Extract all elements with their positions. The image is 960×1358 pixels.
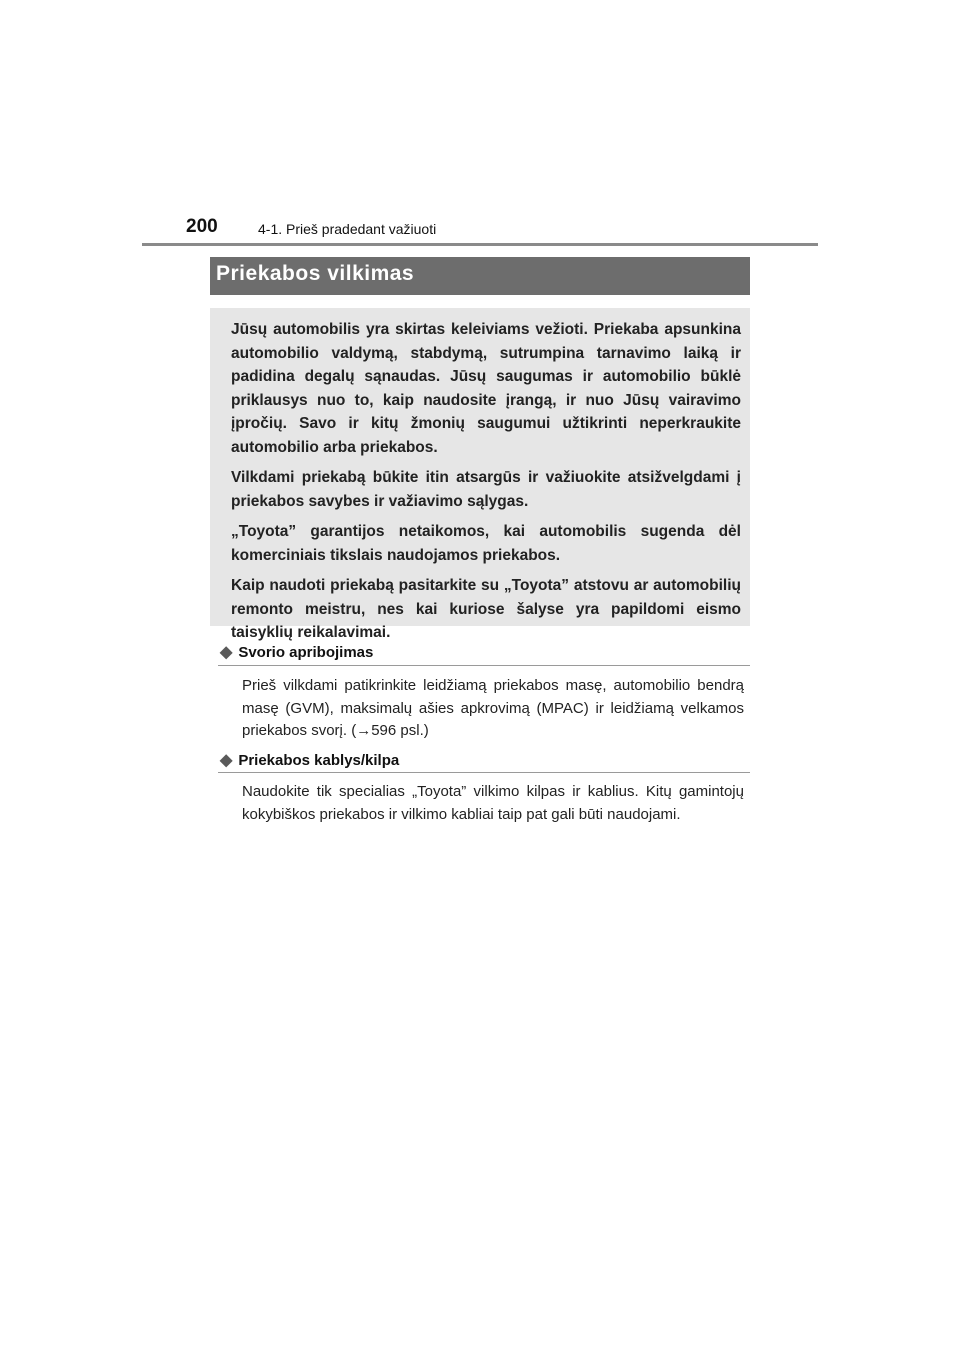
- weight-paragraph: Prieš vilkdami patikrinkite leidžiamą priekabos masę, automobilio bendrą masę (GVM), maksimalų ašies apkrovimą (MPAC) ir leidžiamą velkamos priekabos svorį. (→596 psl.): [242, 677, 744, 739]
- diamond-bullet-icon: ◆: [220, 752, 233, 769]
- sub-heading-hitch: [220, 750, 750, 770]
- sub-heading-rule: [218, 772, 750, 773]
- hitch-paragraph: Naudokite tik specialias „Toyota” vilkimo kilpas ir kablius. Kitų gamintojų kokybiškos priekabos ir vilkimo kabliai taip pat gali būti naudojami.: [242, 783, 744, 823]
- intro-paragraph: Vilkdami priekabą būkite itin atsargūs ir važiuokite atsižvelgdami į priekabos savybes ir važiavimo sąlygas.: [231, 469, 741, 510]
- page-number: 200: [186, 216, 218, 237]
- intro-paragraph: Jūsų automobilis yra skirtas keleiviams vežioti. Priekaba apsunkina automobilio valdymą, stabdymą, sutrumpina tarnavimo laiką ir padidina degalų sąnaudas. Jūsų saugumas ir automobilio būklė priklausys nuo to, kaip naudosite įrangą, ir nuo Jūsų vairavimo įpročių. Savo ir kitų žmonių saugumui užtikrinti neperkraukite automobilio arba priekabos.: [231, 321, 741, 456]
- sub-heading-weight: [220, 642, 750, 662]
- intro-paragraph: „Toyota” garantijos netaikomos, kai automobilis sugenda dėl komerciniais tikslais naudojamos priekabos.: [231, 523, 741, 564]
- intro-paragraph: Kaip naudoti priekabą pasitarkite su „Toyota” atstovu ar automobilių remonto meistru, nes kai kuriose šalyse yra papildomi eismo taisyklių reikalavimai.: [231, 577, 741, 641]
- intro-text: [231, 318, 741, 652]
- diamond-bullet-icon: ◆: [220, 644, 233, 661]
- header-rule: [142, 243, 818, 246]
- sub-heading-label: Svorio apribojimas: [238, 644, 374, 661]
- page-title: Priekabos vilkimas: [216, 262, 415, 285]
- sub-heading-rule: [218, 665, 750, 666]
- sub-heading-label: Priekabos kablys/kilpa: [238, 752, 400, 769]
- section-label: 4-1. Prieš pradedant važiuoti: [258, 221, 437, 237]
